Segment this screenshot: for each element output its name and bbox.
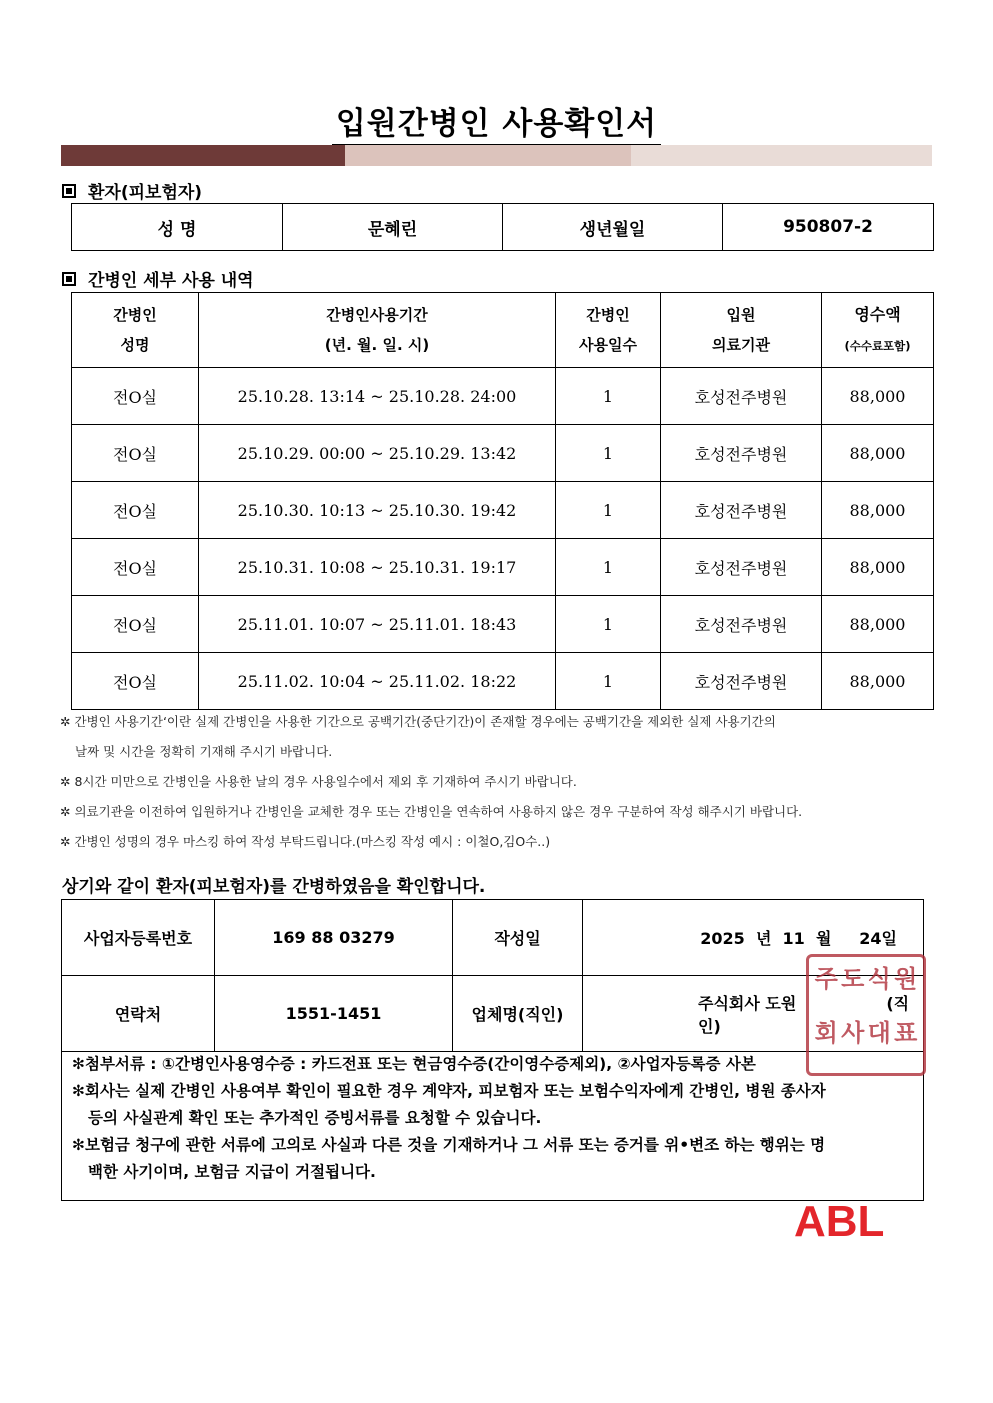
seal-char: 회 [814,1019,838,1047]
caregiver-name: 전O실 [72,539,199,596]
note-1-cont: 날짜 및 시간을 정확히 기재해 주시기 바랍니다. [75,744,333,759]
usage-period: 25.11.01. 10:07 ~ 25.11.01. 18:43 [199,596,556,653]
table-row [72,368,934,425]
table-row [72,482,934,539]
seal-char: 원 [894,965,918,993]
hospital-name: 호성전주병원 [661,482,822,539]
note-4: ✲ 간병인 성명의 경우 마스킹 하여 작성 부탁드립니다.(마스킹 작성 예시 : 이철O,김O수..) [60,834,551,849]
written-date: 2025 년 11 월 24일 [583,900,924,976]
footnote-verification: ✻회사는 실제 간병인 사용여부 확인이 필요한 경우 계약자, 피보험자 또는 보험수익자에게 간병인, 병원 종사자 [72,1082,826,1100]
hospital-name: 호성전주병원 [661,425,822,482]
document-title: 입원간병인 사용확인서 [0,98,993,143]
caregiver-name: 전O실 [72,425,199,482]
table-header-row [72,293,934,368]
patient-name: 문혜린 [283,204,503,251]
usage-period: 25.10.29. 00:00 ~ 25.10.29. 13:42 [199,425,556,482]
patient-dob: 950807-2 [723,204,934,251]
note-1: ✲ 간병인 사용기간‘이란 실제 간병인을 사용한 기간으로 공백기간(중단기간)이 존재할 경우에는 공백기간을 제외한 실제 사용기간의 [60,714,776,729]
company-seal-stamp [806,954,926,1076]
reg-number: 169 88 03279 [215,900,453,976]
svg-text:ABL: ABL [794,1198,885,1242]
dob-label: 생년월일 [503,204,723,251]
header-color-bar [61,145,932,166]
hospital-name: 호성전주병원 [661,368,822,425]
caregiver-usage-table [71,292,934,710]
note-3: ✲ 의료기관을 이전하여 입원하거나 간병인을 교체한 경우 또는 간병인을 연속하여 사용하지 않은 경우 구분하여 작성 해주시기 바랍니다. [60,804,803,819]
abl-logo [794,1198,918,1246]
receipt-amount: 88,000 [822,653,934,710]
header-hospital: 입원 의료기관 [661,293,822,368]
footnotes [72,1051,826,1186]
checkbox-square-icon [62,272,76,286]
header-days: 간병인 사용일수 [556,293,661,368]
reg-number-label: 사업자등록번호 [62,900,215,976]
seal-char: 도 [841,965,865,993]
receipt-amount: 88,000 [822,368,934,425]
contact-number: 1551-1451 [215,976,453,1052]
usage-days: 1 [556,653,661,710]
seal-char: 대 [867,1019,891,1047]
company-name: 주식회사 도원 (직인) [583,976,924,1052]
receipt-amount: 88,000 [822,596,934,653]
usage-period: 25.10.30. 10:13 ~ 25.10.30. 19:42 [199,482,556,539]
caregiver-name: 전O실 [72,653,199,710]
hospital-name: 호성전주병원 [661,539,822,596]
usage-days: 1 [556,425,661,482]
patient-table [71,203,934,251]
table-row [72,596,934,653]
detail-section-heading: 간병인 세부 사용 내역 [62,266,254,291]
header-amount: 영수액 (수수료포함) [822,293,934,368]
company-label: 업체명(직인) [453,976,583,1052]
header-period: 간병인사용기간 (년. 월. 일. 시) [199,293,556,368]
receipt-amount: 88,000 [822,482,934,539]
seal-char: 사 [841,1019,865,1047]
usage-period: 25.11.02. 10:04 ~ 25.11.02. 18:22 [199,653,556,710]
usage-days: 1 [556,539,661,596]
seal-char: 주 [814,965,838,993]
header-caregiver: 간병인 성명 [72,293,199,368]
checkbox-square-icon [62,184,76,198]
usage-period: 25.10.28. 13:14 ~ 25.10.28. 24:00 [199,368,556,425]
abl-logo-icon [794,1198,918,1242]
patient-section-heading: 환자(피보험자) [62,178,202,203]
usage-days: 1 [556,596,661,653]
date-label: 작성일 [453,900,583,976]
name-label: 성 명 [72,204,283,251]
table-row [72,539,934,596]
table-row [72,425,934,482]
footnote-fraud: ✻보험금 청구에 관한 서류에 고의로 사실과 다른 것을 기재하거나 그 서류 또는 증거를 위•변조 하는 행위는 명 [72,1136,826,1154]
footnote-verification-cont: 등의 사실관계 확인 또는 추가적인 증빙서류를 요청할 수 있습니다. [88,1109,542,1127]
contact-label: 연락처 [62,976,215,1052]
confirmation-statement: 상기와 같이 환자(피보험자)를 간병하였음을 확인합니다. [62,877,486,897]
caregiver-name: 전O실 [72,482,199,539]
usage-days: 1 [556,482,661,539]
footnote-fraud-cont: 백한 사기이며, 보험금 지급이 거절됩니다. [88,1163,376,1181]
receipt-amount: 88,000 [822,425,934,482]
table-row [72,653,934,710]
footnote-attachments: ✻첨부서류 : ①간병인사용영수증 : 카드전표 또는 현금영수증(간이영수증제외), ②사업자등록증 사본 [72,1055,756,1073]
hospital-name: 호성전주병원 [661,596,822,653]
note-2: ✲ 8시간 미만으로 간병인을 사용한 날의 경우 사용일수에서 제외 후 기재하여 주시기 바랍니다. [60,774,577,789]
caregiver-name: 전O실 [72,368,199,425]
hospital-name: 호성전주병원 [661,653,822,710]
receipt-amount: 88,000 [822,539,934,596]
usage-days: 1 [556,368,661,425]
seal-char: 식 [867,965,891,993]
caregiver-name: 전O실 [72,596,199,653]
usage-period: 25.10.31. 10:08 ~ 25.10.31. 19:17 [199,539,556,596]
seal-char: 표 [894,1019,918,1047]
